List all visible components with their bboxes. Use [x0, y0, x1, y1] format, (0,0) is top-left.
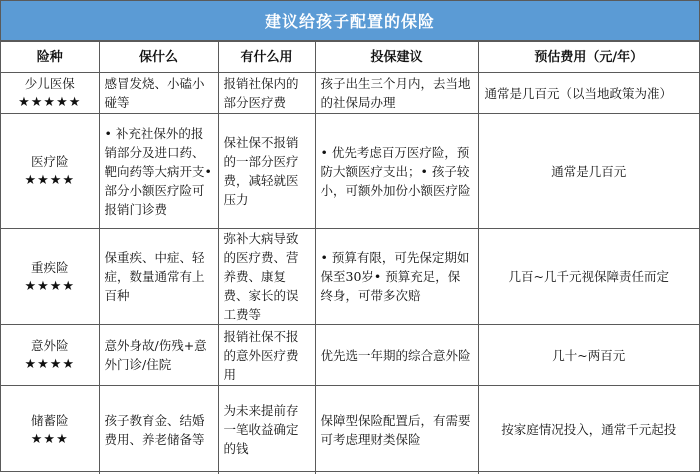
header-advice: 投保建议 — [315, 42, 478, 73]
rating-stars: ★★★★ — [24, 173, 76, 188]
fee-cell: 几百~几千元视保障责任而定 — [478, 229, 699, 325]
fee-cell: 几十~两百元 — [478, 325, 699, 386]
use-cell: 为未来提前存一笔收益确定的钱 — [218, 386, 315, 474]
covers-cell: 孩子教育金、结婚费用、养老储备等 — [99, 386, 218, 474]
rating-stars: ★★★ — [30, 431, 69, 447]
fee-cell: 通常是几百元（以当地政策为准） — [478, 73, 699, 114]
insurance-table — [1, 41, 699, 474]
insurance-name: 医疗险 — [30, 154, 69, 169]
row-type-cell — [1, 73, 99, 114]
covers-cell: 感冒发烧、小磕小碰等 — [99, 73, 218, 114]
row-type-cell — [1, 386, 99, 474]
use-cell: 报销社保不报的意外医疗费用 — [218, 325, 315, 386]
insurance-name: 少儿医保 — [24, 76, 75, 91]
advice-cell: 保障型保险配置后，有需要可考虑理财类保险 — [315, 386, 478, 474]
row-type-cell — [1, 114, 99, 229]
header-fee: 预估费用（元/年） — [478, 42, 699, 73]
rating-stars: ★★★★ — [24, 278, 76, 294]
insurance-name: 储蓄险 — [30, 412, 69, 428]
advice-cell: • 优先考虑百万医疗险，预防大额医疗支出；• 孩子较小，可额外加份小额医疗险 — [315, 114, 478, 229]
advice-cell: 孩子出生三个月内，去当地的社保局办理 — [315, 73, 478, 114]
header-row — [1, 42, 699, 73]
header-type: 险种 — [1, 42, 99, 73]
row-type-cell — [1, 325, 99, 386]
table-row — [1, 229, 699, 325]
rating-stars: ★★★★★ — [18, 95, 82, 110]
table-row — [1, 325, 699, 386]
covers-cell: • 补充社保外的报销部分及进口药、靶向药等大病开支• 部分小额医疗险可报销门诊费 — [99, 114, 218, 229]
advice-cell: 优先选一年期的综合意外险 — [315, 325, 478, 386]
use-cell: 弥补大病导致的医疗费、营养费、康复费、家长的误工费等 — [218, 229, 315, 325]
use-cell: 报销社保内的部分医疗费 — [218, 73, 315, 114]
use-cell: 保社保不报销的一部分医疗费，减轻就医压力 — [218, 114, 315, 229]
fee-cell: 按家庭情况投入，通常千元起投 — [478, 386, 699, 474]
header-covers: 保什么 — [99, 42, 218, 73]
header-use: 有什么用 — [218, 42, 315, 73]
insurance-name: 意外险 — [30, 338, 69, 353]
advice-cell: • 预算有限，可先保定期如保至30岁• 预算充足，保终身，可带多次赔 — [315, 229, 478, 325]
row-type-cell — [1, 229, 99, 325]
insurance-name: 重疾险 — [30, 259, 69, 275]
rating-stars: ★★★★ — [24, 357, 76, 372]
table-row — [1, 73, 699, 114]
fee-cell: 通常是几百元 — [478, 114, 699, 229]
covers-cell: 保重疾、中症、轻症，数量通常有上百种 — [99, 229, 218, 325]
table-row — [1, 114, 699, 229]
table-title: 建议给孩子配置的保险 — [1, 1, 699, 41]
covers-cell: 意外身故/伤残+意外门诊/住院 — [99, 325, 218, 386]
table-row — [1, 386, 699, 474]
